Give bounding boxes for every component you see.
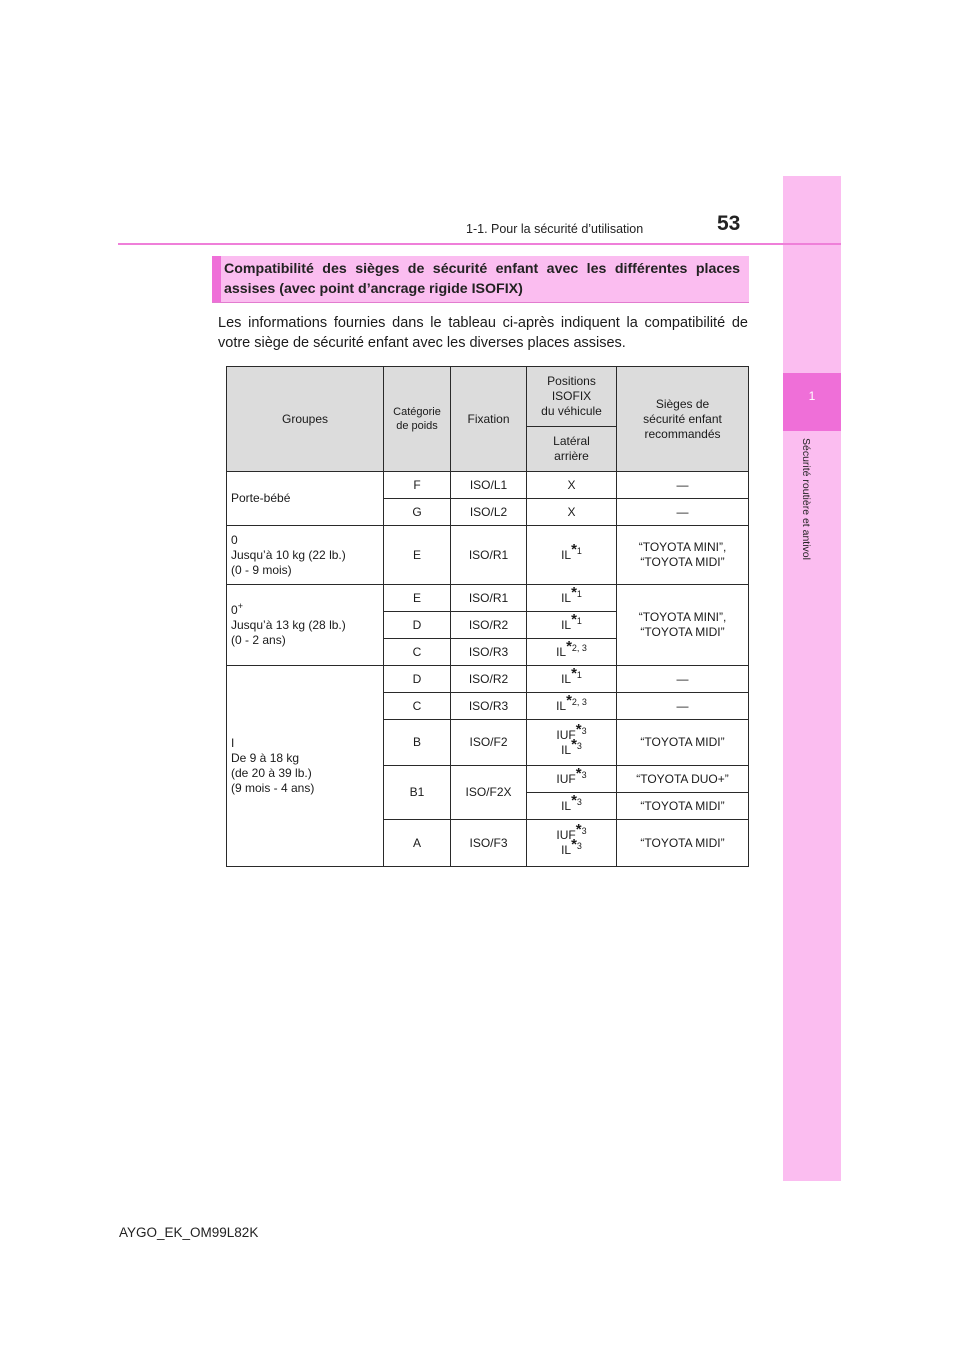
- category-cell: B1: [384, 766, 451, 820]
- chapter-title: Sécurité routière et antivol: [800, 438, 812, 560]
- recommended-cell: “TOYOTA MINI”, “TOYOTA MIDI”: [617, 526, 749, 585]
- recommended-cell: —: [617, 666, 749, 693]
- group-cell: Porte-bébé: [227, 472, 384, 526]
- recommended-cell: “TOYOTA MIDI”: [617, 720, 749, 766]
- position-cell: IL*$^1$: [527, 585, 617, 612]
- fixation-cell: ISO/F3: [451, 820, 527, 867]
- fixation-cell: ISO/F2X: [451, 766, 527, 820]
- header-fixation: Fixation: [451, 367, 527, 472]
- chapter-number: 1: [808, 389, 816, 403]
- recommended-cell: “TOYOTA MIDI”: [617, 820, 749, 867]
- table-row: [227, 472, 749, 499]
- header-sieges: Sièges de sécurité enfant recommandés: [617, 367, 749, 472]
- position-cell: X: [527, 472, 617, 499]
- position-cell: IL*$^1$: [527, 666, 617, 693]
- position-cell: IL*$^3$: [527, 793, 617, 820]
- chapter-title-container: [796, 438, 828, 598]
- fixation-cell: ISO/R1: [451, 526, 527, 585]
- recommended-cell: —: [617, 499, 749, 526]
- section-title: 1-1. Pour la sécurité d’utilisation: [466, 222, 644, 236]
- recommended-cell: —: [617, 472, 749, 499]
- category-cell: G: [384, 499, 451, 526]
- category-cell: C: [384, 639, 451, 666]
- header-positions: Positions ISOFIX du véhicule: [527, 367, 617, 427]
- heading-accent-bar: [212, 256, 221, 302]
- position-cell: IUF*$^3$: [527, 766, 617, 793]
- header-lateral-arriere: Latéral arrière: [527, 427, 617, 472]
- category-cell: E: [384, 526, 451, 585]
- group-cell: 0 Jusqu’à 10 kg (22 lb.) (0 - 9 mois): [227, 526, 384, 585]
- header-groupes: Groupes: [227, 367, 384, 472]
- category-cell: D: [384, 666, 451, 693]
- position-cell: X: [527, 499, 617, 526]
- intro-paragraph: Les informations fournies dans le tableau ci-après indiquent la compatibilité de votre siège de sécurité enfant avec les diverses places assises.: [218, 315, 748, 351]
- fixation-cell: ISO/R3: [451, 693, 527, 720]
- group-cell: 0+ Jusqu’à 13 kg (28 lb.) (0 - 2 ans): [227, 585, 384, 666]
- recommended-cell: “TOYOTA DUO+”: [617, 766, 749, 793]
- group-cell: I De 9 à 18 kg (de 20 à 39 lb.) (9 mois - 4 ans): [227, 666, 384, 867]
- table-row: [227, 585, 749, 612]
- chapter-side-tab: [783, 176, 841, 1181]
- fixation-cell: ISO/L1: [451, 472, 527, 499]
- fixation-cell: ISO/R1: [451, 585, 527, 612]
- position-cell: IL*$^{2, 3}$: [527, 693, 617, 720]
- recommended-cell: “TOYOTA MINI”, “TOYOTA MIDI”: [617, 585, 749, 666]
- position-cell: IL*$^1$: [527, 526, 617, 585]
- page-number: 53: [717, 212, 741, 235]
- header-categorie: Catégorie de poids: [384, 367, 451, 472]
- fixation-cell: ISO/R3: [451, 639, 527, 666]
- header-divider: [118, 243, 841, 245]
- recommended-cell: —: [617, 693, 749, 720]
- category-cell: D: [384, 612, 451, 639]
- category-cell: A: [384, 820, 451, 867]
- fixation-cell: ISO/R2: [451, 612, 527, 639]
- section-heading: Compatibilité des sièges de sécurité enfant avec les différentes places assises (avec point d’ancrage rigide ISOFIX): [224, 261, 740, 297]
- category-cell: C: [384, 693, 451, 720]
- document-code: AYGO_EK_OM99L82K: [119, 1225, 259, 1240]
- table-row: [227, 526, 749, 585]
- section-heading-box: [212, 256, 749, 303]
- category-cell: E: [384, 585, 451, 612]
- category-cell: B: [384, 720, 451, 766]
- position-cell: IUF*$^3$ IL*$^3$: [527, 820, 617, 867]
- table-row: [227, 666, 749, 693]
- position-cell: IUF*$^3$ IL*$^3$: [527, 720, 617, 766]
- recommended-cell: “TOYOTA MIDI”: [617, 793, 749, 820]
- position-cell: IL*$^{2, 3}$: [527, 639, 617, 666]
- fixation-cell: ISO/R2: [451, 666, 527, 693]
- fixation-cell: ISO/F2: [451, 720, 527, 766]
- category-cell: F: [384, 472, 451, 499]
- fixation-cell: ISO/L2: [451, 499, 527, 526]
- isofix-compatibility-table: [226, 366, 749, 867]
- position-cell: IL*$^1$: [527, 612, 617, 639]
